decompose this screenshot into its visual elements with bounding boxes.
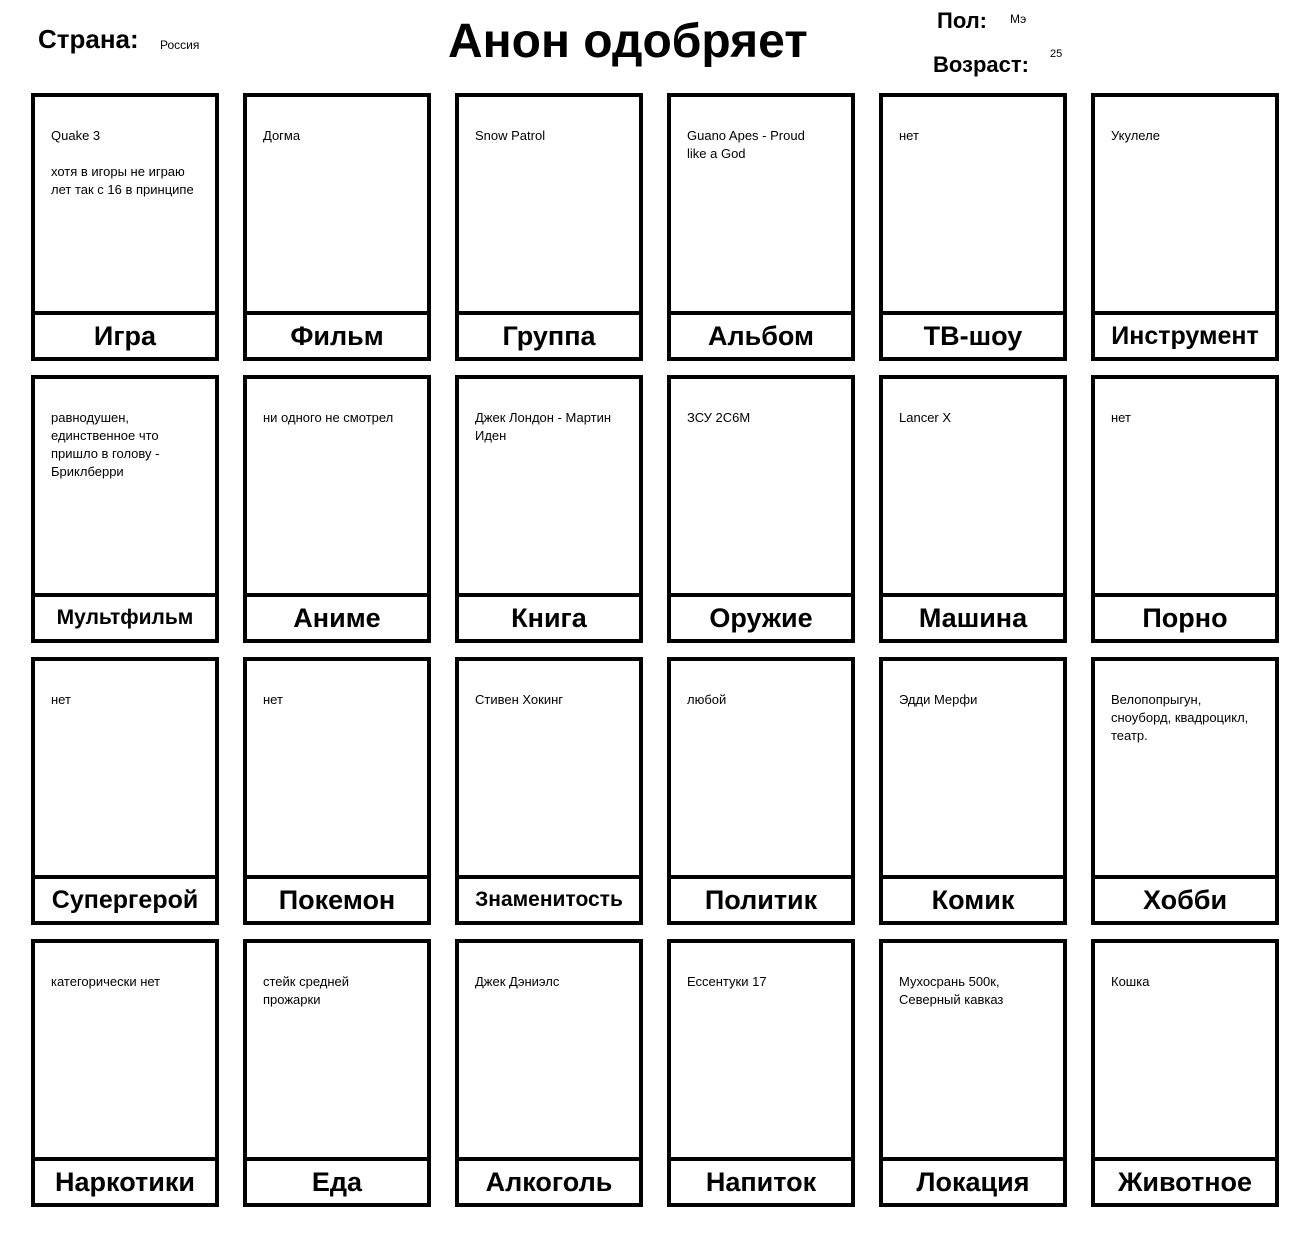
card-category-label: Оружие bbox=[709, 602, 813, 633]
card-category-label: Локация bbox=[916, 1166, 1030, 1197]
card-category-label: Инструмент bbox=[1111, 321, 1259, 350]
category-card bbox=[31, 939, 219, 1207]
card-category-label: Покемон bbox=[278, 884, 396, 915]
card-category-label: Фильм bbox=[290, 320, 384, 351]
card-category-label: Животное bbox=[1117, 1166, 1253, 1197]
card-answer: стейк средней прожарки bbox=[247, 943, 427, 1161]
card-category-label: Супергерой bbox=[51, 885, 199, 914]
card-answer: нет bbox=[35, 661, 215, 879]
card-answer: Джек Дэниэлс bbox=[459, 943, 639, 1161]
category-card bbox=[667, 93, 855, 361]
card-category-label: Аниме bbox=[293, 602, 381, 633]
card-answer: нет bbox=[247, 661, 427, 879]
card-category-label: Мультфильм bbox=[56, 606, 194, 629]
card-category-label: Альбом bbox=[707, 320, 815, 351]
category-card bbox=[31, 93, 219, 361]
card-category-label: Напиток bbox=[705, 1166, 817, 1197]
card-answer: Эдди Мерфи bbox=[883, 661, 1063, 879]
category-card bbox=[31, 375, 219, 643]
category-card bbox=[455, 375, 643, 643]
category-card bbox=[1091, 375, 1279, 643]
card-answer: Велопопрыгун, сноуборд, квадроцикл, театр. bbox=[1095, 661, 1275, 879]
card-category-label: Группа bbox=[502, 320, 596, 351]
category-card bbox=[243, 939, 431, 1207]
country-label: Страна: bbox=[38, 24, 139, 54]
category-card bbox=[1091, 939, 1279, 1207]
card-category-label: Книга bbox=[511, 602, 587, 633]
category-card bbox=[879, 657, 1067, 925]
card-category-label: Порно bbox=[1142, 602, 1228, 633]
age-value: 25 bbox=[1050, 48, 1063, 60]
card-answer: Стивен Хокинг bbox=[459, 661, 639, 879]
country-value: Россия bbox=[160, 38, 200, 52]
card-answer: Догма bbox=[247, 97, 427, 315]
category-card bbox=[243, 375, 431, 643]
category-card bbox=[1091, 657, 1279, 925]
age-label: Возраст: bbox=[933, 52, 1029, 77]
category-card bbox=[667, 939, 855, 1207]
card-answer: ни одного не смотрел bbox=[247, 379, 427, 597]
card-category-label: Алкоголь bbox=[485, 1166, 613, 1197]
sex-value: Мэ bbox=[1010, 12, 1027, 26]
card-answer: нет bbox=[1095, 379, 1275, 597]
card-category-label: Наркотики bbox=[55, 1166, 195, 1197]
card-category-label: Знаменитость bbox=[475, 888, 623, 911]
category-grid bbox=[31, 93, 1279, 1207]
category-card bbox=[667, 375, 855, 643]
category-card bbox=[879, 939, 1067, 1207]
card-answer: Snow Patrol bbox=[459, 97, 639, 315]
card-answer: Ессентуки 17 bbox=[671, 943, 851, 1161]
card-category-label: Еда bbox=[311, 1166, 363, 1197]
card-answer: Кошка bbox=[1095, 943, 1275, 1161]
card-answer: Lancer X bbox=[883, 379, 1063, 597]
card-answer: Guano Apes - Proud like a God bbox=[671, 97, 851, 315]
card-category-label: ТВ-шоу bbox=[923, 320, 1023, 351]
category-card bbox=[455, 657, 643, 925]
card-answer: Quake 3 хотя в игоры не играю лет так с 16 в принципе bbox=[35, 97, 215, 315]
page-title: Анон одобряет bbox=[448, 15, 808, 68]
category-card bbox=[1091, 93, 1279, 361]
category-card bbox=[455, 93, 643, 361]
card-answer: категорически нет bbox=[35, 943, 215, 1161]
sex-label: Пол: bbox=[937, 8, 988, 33]
category-card bbox=[243, 657, 431, 925]
category-card bbox=[455, 939, 643, 1207]
card-answer: ЗСУ 2С6М bbox=[671, 379, 851, 597]
card-category-label: Машина bbox=[918, 602, 1028, 633]
card-answer: Мухосрань 500к, Северный кавказ bbox=[883, 943, 1063, 1161]
category-card bbox=[667, 657, 855, 925]
card-category-label: Политик bbox=[704, 884, 818, 915]
card-category-label: Игра bbox=[93, 320, 157, 351]
card-category-label: Комик bbox=[931, 884, 1015, 915]
category-card bbox=[31, 657, 219, 925]
category-card bbox=[879, 375, 1067, 643]
card-category-label: Хобби bbox=[1142, 884, 1228, 915]
card-answer: Укулеле bbox=[1095, 97, 1275, 315]
card-answer: Джек Лондон - Мартин Иден bbox=[459, 379, 639, 597]
category-card bbox=[879, 93, 1067, 361]
card-answer: равнодушен, единственное что пришло в голову - Бриклберри bbox=[35, 379, 215, 597]
card-answer: нет bbox=[883, 97, 1063, 315]
category-card bbox=[243, 93, 431, 361]
card-answer: любой bbox=[671, 661, 851, 879]
